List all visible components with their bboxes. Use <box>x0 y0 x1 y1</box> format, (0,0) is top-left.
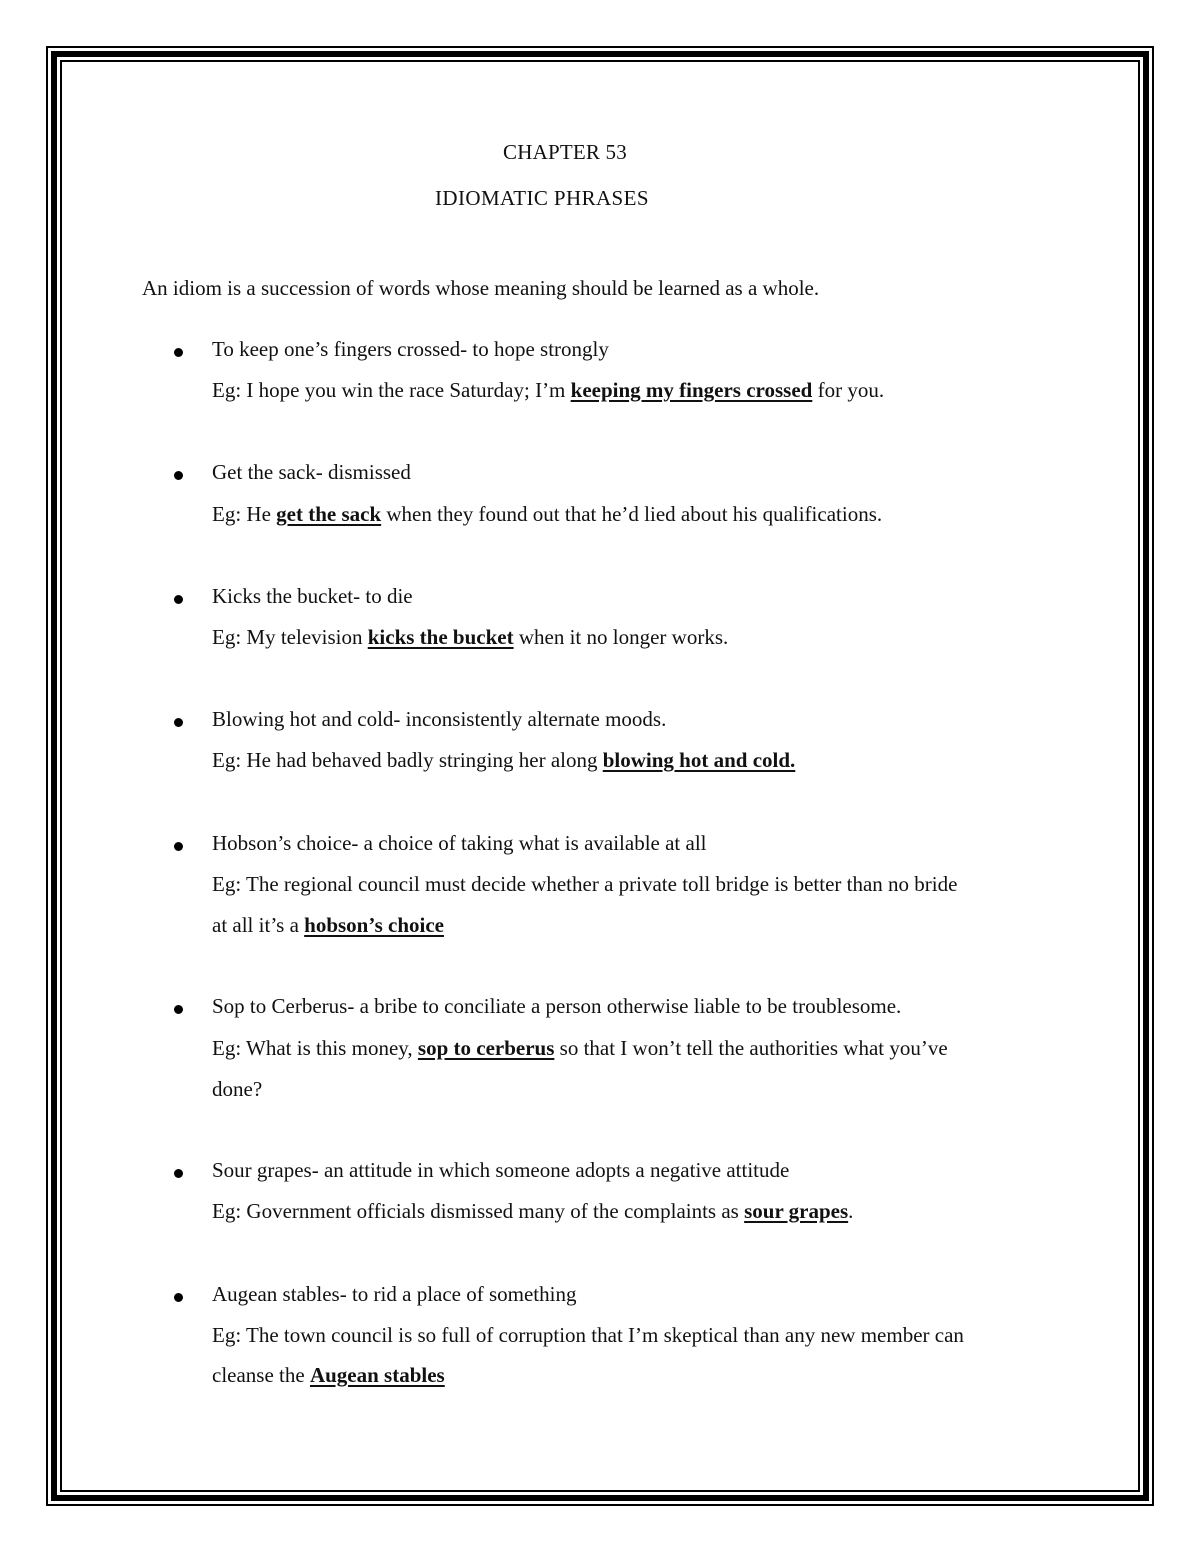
idiom-example-continued <box>212 912 444 938</box>
idiom-phrase: sour grapes <box>744 1199 849 1223</box>
idiom-example <box>212 1198 853 1224</box>
idiom-phrase: sop to cerberus <box>417 1036 555 1060</box>
idiom-definition: Hobson’s choice- a choice of taking what is available at all <box>212 831 707 855</box>
idiom-phrase: get the sack <box>276 502 382 526</box>
idiom-definition: Sour grapes- an attitude in which someone adopts a negative attitude <box>212 1158 790 1182</box>
idiom-definition: Kicks the bucket- to die <box>212 584 413 608</box>
example-text: Eg: He <box>212 502 277 526</box>
example-text: . <box>848 1199 854 1223</box>
example-text: Eg: He had behaved badly stringing her along <box>212 748 603 772</box>
idiom-example-continued <box>212 1362 445 1388</box>
idiom-definition: To keep one’s fingers crossed- to hope strongly <box>212 337 609 361</box>
idiom-example <box>212 377 884 403</box>
idiom-definition: Augean stables- to rid a place of something <box>212 1282 577 1306</box>
idiom-phrase: kicks the bucket <box>367 625 514 649</box>
example-text: for you. <box>812 378 885 402</box>
idiom-phrase: blowing hot and cold. <box>602 748 796 772</box>
bullet-icon <box>174 1169 183 1178</box>
bullet-icon <box>174 471 183 480</box>
idiom-phrase: hobson’s choice <box>304 913 444 937</box>
idiom-definition: Get the sack- dismissed <box>212 460 411 484</box>
bullet-icon <box>174 595 183 604</box>
bullet-icon <box>174 718 183 727</box>
bullet-icon <box>174 842 183 851</box>
page-border-inner <box>60 60 1140 1492</box>
idiom-example <box>212 747 795 773</box>
intro-paragraph: An idiom is a succession of words whose meaning should be learned as a whole. <box>142 276 820 300</box>
idiom-definition: Sop to Cerberus- a bribe to conciliate a person otherwise liable to be troublesome. <box>212 994 902 1018</box>
chapter-heading: CHAPTER 53 <box>503 140 627 164</box>
example-text: when they found out that he’d lied about his qualifications. <box>381 502 883 526</box>
idiom-example <box>212 1035 948 1061</box>
bullet-icon <box>174 348 183 357</box>
example-text: cleanse the <box>212 1363 310 1387</box>
example-text: when it no longer works. <box>513 625 729 649</box>
idiom-example: Eg: The regional council must decide whether a private toll bridge is better than no bride <box>212 872 958 896</box>
idiom-phrase: keeping my fingers crossed <box>570 378 813 402</box>
example-text: Eg: Government officials dismissed many of the complaints as <box>212 1199 745 1223</box>
chapter-title: IDIOMATIC PHRASES <box>435 186 649 210</box>
idiom-example: Eg: The town council is so full of corruption that I’m skeptical than any new member can <box>212 1323 964 1347</box>
example-text: Eg: My television <box>212 625 368 649</box>
bullet-icon <box>174 1293 183 1302</box>
bullet-icon <box>174 1005 183 1014</box>
example-text: so that I won’t tell the authorities what you’ve <box>554 1036 948 1060</box>
idiom-example-continued: done? <box>212 1077 263 1101</box>
idiom-example <box>212 624 728 650</box>
idiom-example <box>212 501 882 527</box>
idiom-phrase: Augean stables <box>309 1363 445 1387</box>
idiom-definition: Blowing hot and cold- inconsistently alternate moods. <box>212 707 667 731</box>
example-text: at all it’s a <box>212 913 305 937</box>
example-text: Eg: What is this money, <box>212 1036 418 1060</box>
example-text: Eg: I hope you win the race Saturday; I’m <box>212 378 571 402</box>
